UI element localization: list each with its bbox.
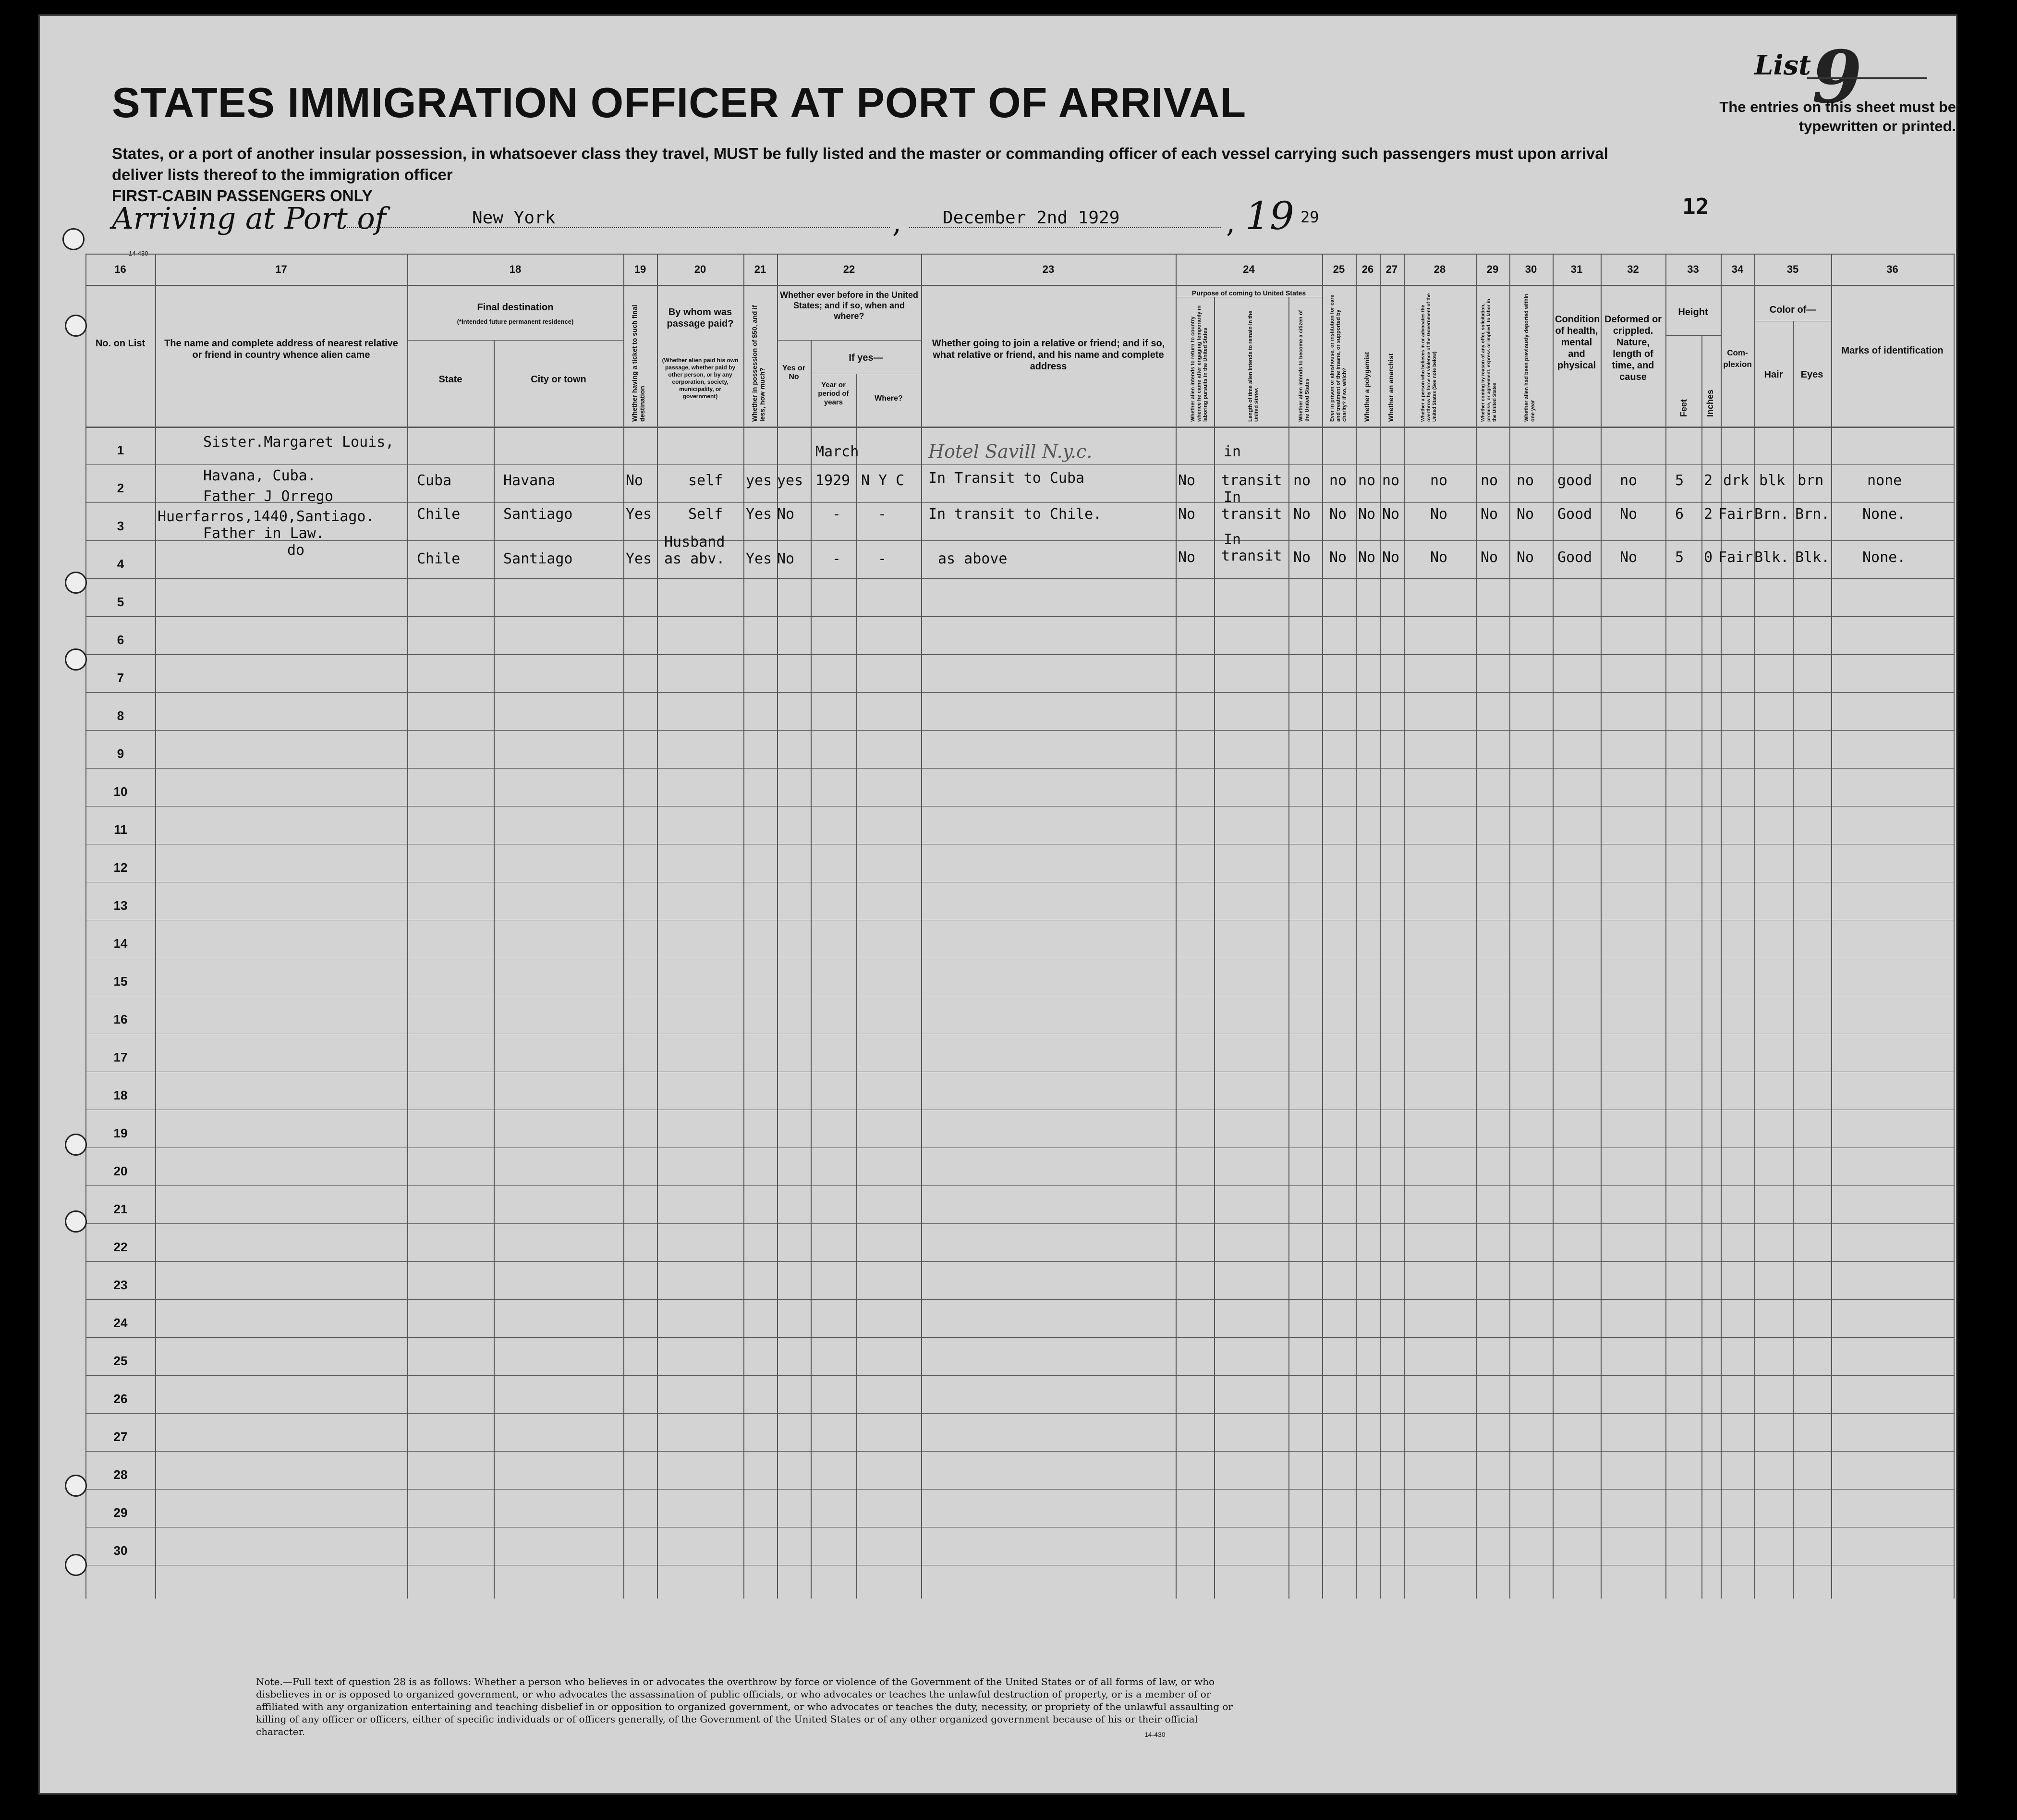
column-rule	[1288, 297, 1289, 1599]
row-number: 29	[113, 1505, 128, 1520]
column-rule	[1214, 297, 1215, 1599]
row1-city: Havana	[503, 472, 556, 489]
column-rule	[155, 254, 156, 1599]
row3-deported: No	[1517, 549, 1534, 566]
column-rule	[494, 340, 495, 1599]
column-rule	[1553, 254, 1554, 1599]
header-offer: Whether coming by reason of any offer, solicitation, promise, or agreement, express or implied, to labor in the United States	[1481, 299, 1497, 422]
column-rule	[1509, 254, 1510, 1599]
row1-purpose-b-line2: transit	[1221, 472, 1282, 489]
row1-overthrow: no	[1430, 472, 1448, 489]
binder-hole	[65, 648, 87, 671]
header-passage-paid: By whom was passage paid?	[667, 307, 734, 329]
header-height: Height	[1678, 307, 1708, 318]
row3-paid-by: as abv.	[664, 550, 725, 567]
col-number: 24	[1243, 263, 1255, 275]
col-number: 31	[1570, 263, 1583, 275]
row1-paid-by: self	[688, 472, 723, 489]
header-if-yes: If yes—	[849, 353, 883, 363]
column-rule	[1793, 321, 1794, 1599]
header-nearest-relative: The name and complete address of nearest relative or friend in country whence alien came	[164, 338, 398, 360]
header-feet: Feet	[1679, 399, 1689, 417]
table-rule	[85, 427, 1954, 428]
row2-offer: No	[1481, 506, 1498, 523]
row1-prison: no	[1329, 472, 1347, 489]
column-rule	[921, 254, 922, 1599]
row1-deformed: no	[1620, 472, 1638, 489]
footnote-code: 14-430	[1144, 1731, 1166, 1738]
row-number: 10	[113, 784, 128, 799]
header-health: Condition of health, mental and physical	[1555, 314, 1600, 371]
col-number: 36	[1886, 263, 1898, 275]
row3-city: Santiago	[503, 550, 573, 567]
row3-before: No	[777, 550, 795, 567]
row2-health: Good	[1557, 506, 1592, 523]
header-purpose-a: Whether alien intends to return to country whence he came after engaging temporarily in laboring pursuits in the United States	[1190, 305, 1208, 422]
header-final-destination-note: (*Intended future permanent residence)	[457, 318, 574, 325]
column-rule	[1954, 254, 1955, 1599]
row-rule	[85, 1337, 1954, 1338]
row-rule	[85, 540, 1954, 541]
binder-hole	[65, 572, 87, 594]
row2-fifty: Yes	[746, 506, 772, 523]
separator-comma: ,	[1226, 206, 1236, 239]
row2-hair: Brn.	[1754, 506, 1789, 523]
column-rule	[1721, 254, 1722, 1599]
row1-join-handwritten: Hotel Savill N.y.c.	[928, 441, 1093, 462]
row2-deported: No	[1517, 506, 1534, 523]
row-number: 17	[113, 1050, 128, 1064]
column-rule	[743, 254, 744, 1599]
row3-offer: No	[1481, 549, 1498, 566]
row1-state: Cuba	[417, 472, 452, 489]
column-rule	[1322, 254, 1323, 1599]
row2-where: -	[878, 506, 887, 523]
header-anarchist: Whether an anarchist	[1387, 353, 1395, 422]
binder-hole	[65, 1210, 87, 1233]
row-rule	[85, 768, 1954, 769]
col-number: 34	[1731, 263, 1744, 275]
row1-join: In Transit to Cuba	[928, 470, 1085, 487]
row3-feet: 5	[1675, 549, 1684, 566]
row-rule	[85, 1223, 1954, 1224]
table-rule	[85, 285, 1954, 286]
row-number: 18	[113, 1088, 128, 1102]
header-polygamist: Whether a polygamist	[1363, 352, 1371, 422]
date-value: December 2nd 1929	[943, 208, 1120, 228]
row-number: 28	[113, 1467, 128, 1482]
row3-year: -	[832, 550, 841, 567]
column-rule	[85, 254, 86, 1599]
row3-purpose-b-line1: In	[1224, 531, 1241, 548]
row2-purpose-c: No	[1293, 506, 1311, 523]
header-purpose-c: Whether alien intends to become a citizen of the United States	[1298, 310, 1310, 422]
row-number: 22	[113, 1240, 128, 1254]
row1-deported: no	[1517, 472, 1534, 489]
row-number: 12	[113, 860, 128, 875]
list-number: 9	[1812, 35, 1862, 120]
row1-where: N Y C	[861, 472, 905, 489]
row2-relative-line1: Father J Orrego	[203, 488, 333, 505]
header-overthrow: Whether a person who believes in or advocates the overthrow by force or violence of the Government of the United States (See note below)	[1421, 293, 1437, 422]
row3-deformed: No	[1620, 549, 1638, 566]
row-number: 15	[113, 974, 128, 989]
row-rule	[85, 1413, 1954, 1414]
row1-offer: no	[1481, 472, 1498, 489]
row1-health: good	[1557, 472, 1592, 489]
row3-anarchist: No	[1382, 549, 1400, 566]
row-number: 4	[117, 557, 124, 571]
row-rule	[85, 1489, 1954, 1490]
row2-overthrow: No	[1430, 506, 1448, 523]
header-eyes: Eyes	[1800, 369, 1823, 380]
header-hair: Hair	[1764, 369, 1783, 380]
row3-where: -	[878, 550, 887, 567]
row2-before: No	[777, 506, 795, 523]
col-number: 21	[754, 263, 766, 275]
row-number: 3	[117, 519, 124, 533]
row2-purpose-b-line2: transit	[1221, 506, 1282, 523]
row-number: 14	[113, 936, 128, 951]
row1-purpose-b-line1: in	[1224, 443, 1241, 460]
binder-hole	[65, 315, 87, 337]
column-rule	[1665, 254, 1666, 1599]
row3-polygamist: No	[1358, 549, 1376, 566]
row3-health: Good	[1557, 549, 1592, 566]
row1-relative-line2: Havana, Cuba.	[203, 467, 316, 484]
binder-hole	[65, 1554, 87, 1576]
form-code: 14-430	[129, 250, 148, 257]
year-value: 29	[1300, 208, 1319, 226]
list-label: List	[1754, 49, 1811, 81]
row3-prison: No	[1329, 549, 1347, 566]
header-color-of: Color of—	[1769, 305, 1816, 315]
col-number: 19	[634, 263, 646, 275]
header-fifty-dollars: Whether in possession of $50, and if less, how much?	[751, 305, 766, 422]
row1-polygamist: no	[1358, 472, 1376, 489]
row2-feet: 6	[1675, 506, 1684, 523]
row3-state: Chile	[417, 550, 461, 567]
row-number: 8	[117, 708, 124, 723]
port-value: New York	[472, 208, 556, 228]
column-rule	[777, 254, 778, 1599]
row2-purpose-b-line1: In	[1224, 489, 1241, 506]
instructions-text	[112, 143, 1649, 207]
col-number: 26	[1361, 263, 1374, 275]
row2-year: -	[832, 506, 841, 523]
row-number: 21	[113, 1202, 128, 1216]
column-rule	[1754, 254, 1755, 1599]
row3-hair: Blk.	[1754, 549, 1789, 566]
row2-prison: No	[1329, 506, 1347, 523]
header-purpose: Purpose of coming to United States	[1191, 289, 1306, 297]
column-rule	[811, 340, 812, 1599]
row-number: 2	[117, 481, 124, 495]
row-number: 1	[117, 443, 124, 457]
col-number: 29	[1486, 263, 1499, 275]
row-rule	[85, 578, 1954, 579]
column-rule	[1380, 254, 1381, 1599]
col-number: 23	[1042, 263, 1055, 275]
row3-ticket: Yes	[626, 550, 652, 567]
row-number: 27	[113, 1429, 128, 1444]
arriving-label: Arriving at Port of	[112, 201, 386, 236]
header-no-on-list: No. on List	[95, 338, 146, 349]
row3-inches: 0	[1704, 549, 1713, 566]
row1-hair: blk	[1759, 472, 1786, 489]
row3-purpose-a: No	[1178, 549, 1196, 566]
row1-relative-line1: Sister.Margaret Louis,	[203, 434, 394, 451]
row1-marks: none	[1867, 472, 1902, 489]
footnote: Note.—Full text of question 28 is as follows: Whether a person who believes in or advocates the overthrow by force or violence of the Government of the United States or of all forms of law, or who disbelieves in or is opposed to organized government, or who advocates the assassination of public officials, or who advocates or teaches the unlawful destruction of property, or is a member of or affiliated with any organization entertaining and teaching disbelief in or opposition to organized government, or who advocates or teaches the duty, necessity, or propriety of the unlawful assaulting or killing of any officer or officers, either of specific individuals or of officers generally, of the Government of the United States or of any other organized government because of his or their official character.	[256, 1676, 1233, 1737]
row3-eyes: Blk.	[1795, 549, 1830, 566]
header-complexion: Com-plexion	[1723, 348, 1752, 369]
row2-city: Santiago	[503, 506, 573, 523]
header-deported: Whether alien had been previously deported within one year	[1524, 293, 1536, 422]
row-rule	[85, 502, 1954, 503]
row1-ticket: No	[626, 472, 644, 489]
binder-hole	[65, 1134, 87, 1156]
cabin-note: FIRST-CABIN PASSENGERS ONLY	[112, 187, 373, 205]
column-rule	[1476, 254, 1477, 1599]
header-year-period: Year or period of years	[818, 381, 849, 406]
row2-paid-by: Self	[688, 506, 723, 523]
row-rule	[85, 1451, 1954, 1452]
row-number: 24	[113, 1316, 128, 1330]
row-rule	[85, 1375, 1954, 1376]
header-final-destination: Final destination	[477, 302, 554, 313]
row-rule	[85, 692, 1954, 693]
row2-inches: 2	[1704, 506, 1713, 523]
row3-relative-line2: do	[287, 542, 305, 559]
col-number: 20	[694, 263, 706, 275]
header-prison: Ever in prison or almshouse, or institution for care and treatment of the insane, or supported by charity? If so, which?	[1329, 294, 1348, 422]
row-number: 23	[113, 1278, 128, 1292]
col-number: 22	[843, 263, 855, 275]
row3-purpose-c: No	[1293, 549, 1311, 566]
entries-note: The entries on this sheet must be typewritten or printed.	[1719, 98, 1956, 134]
header-where: Where?	[875, 394, 903, 403]
table-rule	[85, 254, 1954, 255]
row-rule	[85, 1299, 1954, 1300]
page-title: STATES IMMIGRATION OFFICER AT PORT OF ARRIVAL	[112, 79, 1247, 126]
year-prefix: 19	[1245, 194, 1294, 238]
row-number: 7	[117, 671, 124, 685]
column-rule	[657, 254, 658, 1599]
row3-complexion: Fair	[1718, 549, 1753, 566]
col-number: 18	[509, 263, 522, 275]
row-number: 25	[113, 1354, 128, 1368]
column-rule	[623, 254, 624, 1599]
header-purpose-b: Length of time alien intends to remain in the United States	[1248, 310, 1260, 422]
column-rule	[1831, 254, 1832, 1599]
header-city: City or town	[531, 374, 586, 385]
row1-purpose-c: no	[1293, 472, 1311, 489]
header-passage-paid-note: (Whether alien paid his own passage, whether paid by other person, or by any corporation, society, municipality, or government)	[662, 357, 739, 400]
header-state: State	[438, 374, 462, 385]
row-number: 26	[113, 1392, 128, 1406]
row-rule	[85, 1185, 1954, 1186]
col-number: 27	[1385, 263, 1398, 275]
header-marks: Marks of identification	[1841, 345, 1944, 356]
list-underline	[1807, 77, 1927, 79]
header-rule	[1665, 335, 1721, 336]
row2-polygamist: No	[1358, 506, 1376, 523]
col-number: 16	[114, 263, 126, 275]
header-before-in-us: Whether ever before in the United States; and if so, when and where?	[779, 290, 919, 321]
port-fill-line	[347, 227, 890, 228]
row2-complexion: Fair	[1718, 506, 1753, 523]
row1-complexion: drk	[1723, 472, 1750, 489]
instructions-line: States, or a port of another insular possession, in whatsoever class they travel, MUST be fully listed and the master or commanding officer of each vessel carrying such passengers must upon arrival deliver lists thereof to the immigration officer	[112, 145, 1608, 183]
row-number: 16	[113, 1012, 128, 1026]
col-number: 32	[1627, 263, 1639, 275]
row2-ticket: Yes	[626, 506, 652, 523]
manifest-table	[85, 254, 1954, 1599]
row3-purpose-b-line2: transit	[1221, 548, 1282, 564]
row2-deformed: No	[1620, 506, 1638, 523]
sheet-number: 12	[1682, 194, 1709, 220]
row-number: 20	[113, 1164, 128, 1178]
separator-comma: ,	[892, 206, 902, 239]
row1-feet: 5	[1675, 472, 1684, 489]
row-number: 30	[113, 1543, 128, 1558]
row2-relative-line2: Huerfarros,1440,Santiago.	[158, 508, 375, 525]
col-number: 17	[275, 263, 287, 275]
row3-paid-by-line1: Husband	[664, 534, 725, 550]
header-rule	[407, 340, 623, 341]
row-rule	[85, 616, 1954, 617]
header-rule	[777, 340, 921, 341]
col-number: 25	[1333, 263, 1345, 275]
row1-purpose-a: No	[1178, 472, 1196, 489]
col-number: 30	[1525, 263, 1537, 275]
row1-fifty: yes	[746, 472, 772, 489]
row1-anarchist: no	[1382, 472, 1400, 489]
row-number: 9	[117, 746, 124, 761]
row3-relative-line1: Father in Law.	[203, 525, 325, 542]
row-rule	[85, 654, 1954, 655]
column-rule	[1404, 254, 1405, 1599]
column-rule	[1601, 254, 1602, 1599]
row1-eyes: brn	[1798, 472, 1824, 489]
row3-fifty: Yes	[746, 550, 772, 567]
row-rule	[85, 1261, 1954, 1262]
col-number: 28	[1434, 263, 1446, 275]
column-rule	[1356, 254, 1357, 1599]
row-number: 5	[117, 595, 124, 609]
row1-year-line2: 1929	[815, 472, 851, 489]
row3-overthrow: No	[1430, 549, 1448, 566]
manifest-sheet	[38, 14, 1957, 1795]
header-join-relative: Whether going to join a relative or friend; and if so, what relative or friend, and his name and complete address	[932, 338, 1165, 372]
row-number: 11	[114, 822, 127, 837]
header-deformed: Deformed or crippled. Nature, length of time, and cause	[1604, 314, 1662, 382]
column-rule	[1701, 335, 1702, 1599]
row2-purpose-a: No	[1178, 506, 1196, 523]
header-inches: Inches	[1705, 389, 1715, 417]
row-number: 13	[113, 898, 128, 913]
binder-hole	[65, 1475, 87, 1497]
row1-before: yes	[777, 472, 803, 489]
row-number: 19	[113, 1126, 128, 1140]
row1-year-line1: March	[815, 443, 859, 460]
row-rule	[85, 730, 1954, 731]
row2-anarchist: No	[1382, 506, 1400, 523]
row2-marks: None.	[1862, 506, 1906, 523]
col-number: 33	[1687, 263, 1699, 275]
column-rule	[407, 254, 408, 1599]
column-rule	[1176, 254, 1177, 1599]
header-ticket: Whether having a ticket to such final destination	[631, 305, 646, 422]
row3-join: as above	[938, 550, 1008, 567]
column-rule	[856, 374, 857, 1599]
row2-state: Chile	[417, 506, 461, 523]
col-number: 35	[1786, 263, 1799, 275]
header-yes-no: Yes or No	[782, 364, 806, 381]
binder-hole	[62, 228, 85, 250]
row-rule	[85, 464, 1954, 465]
row2-eyes: Brn.	[1795, 506, 1830, 523]
row3-marks: None.	[1862, 549, 1906, 566]
row2-join: In transit to Chile.	[928, 506, 1102, 523]
row1-inches: 2	[1704, 472, 1713, 489]
row-number: 6	[117, 633, 124, 647]
